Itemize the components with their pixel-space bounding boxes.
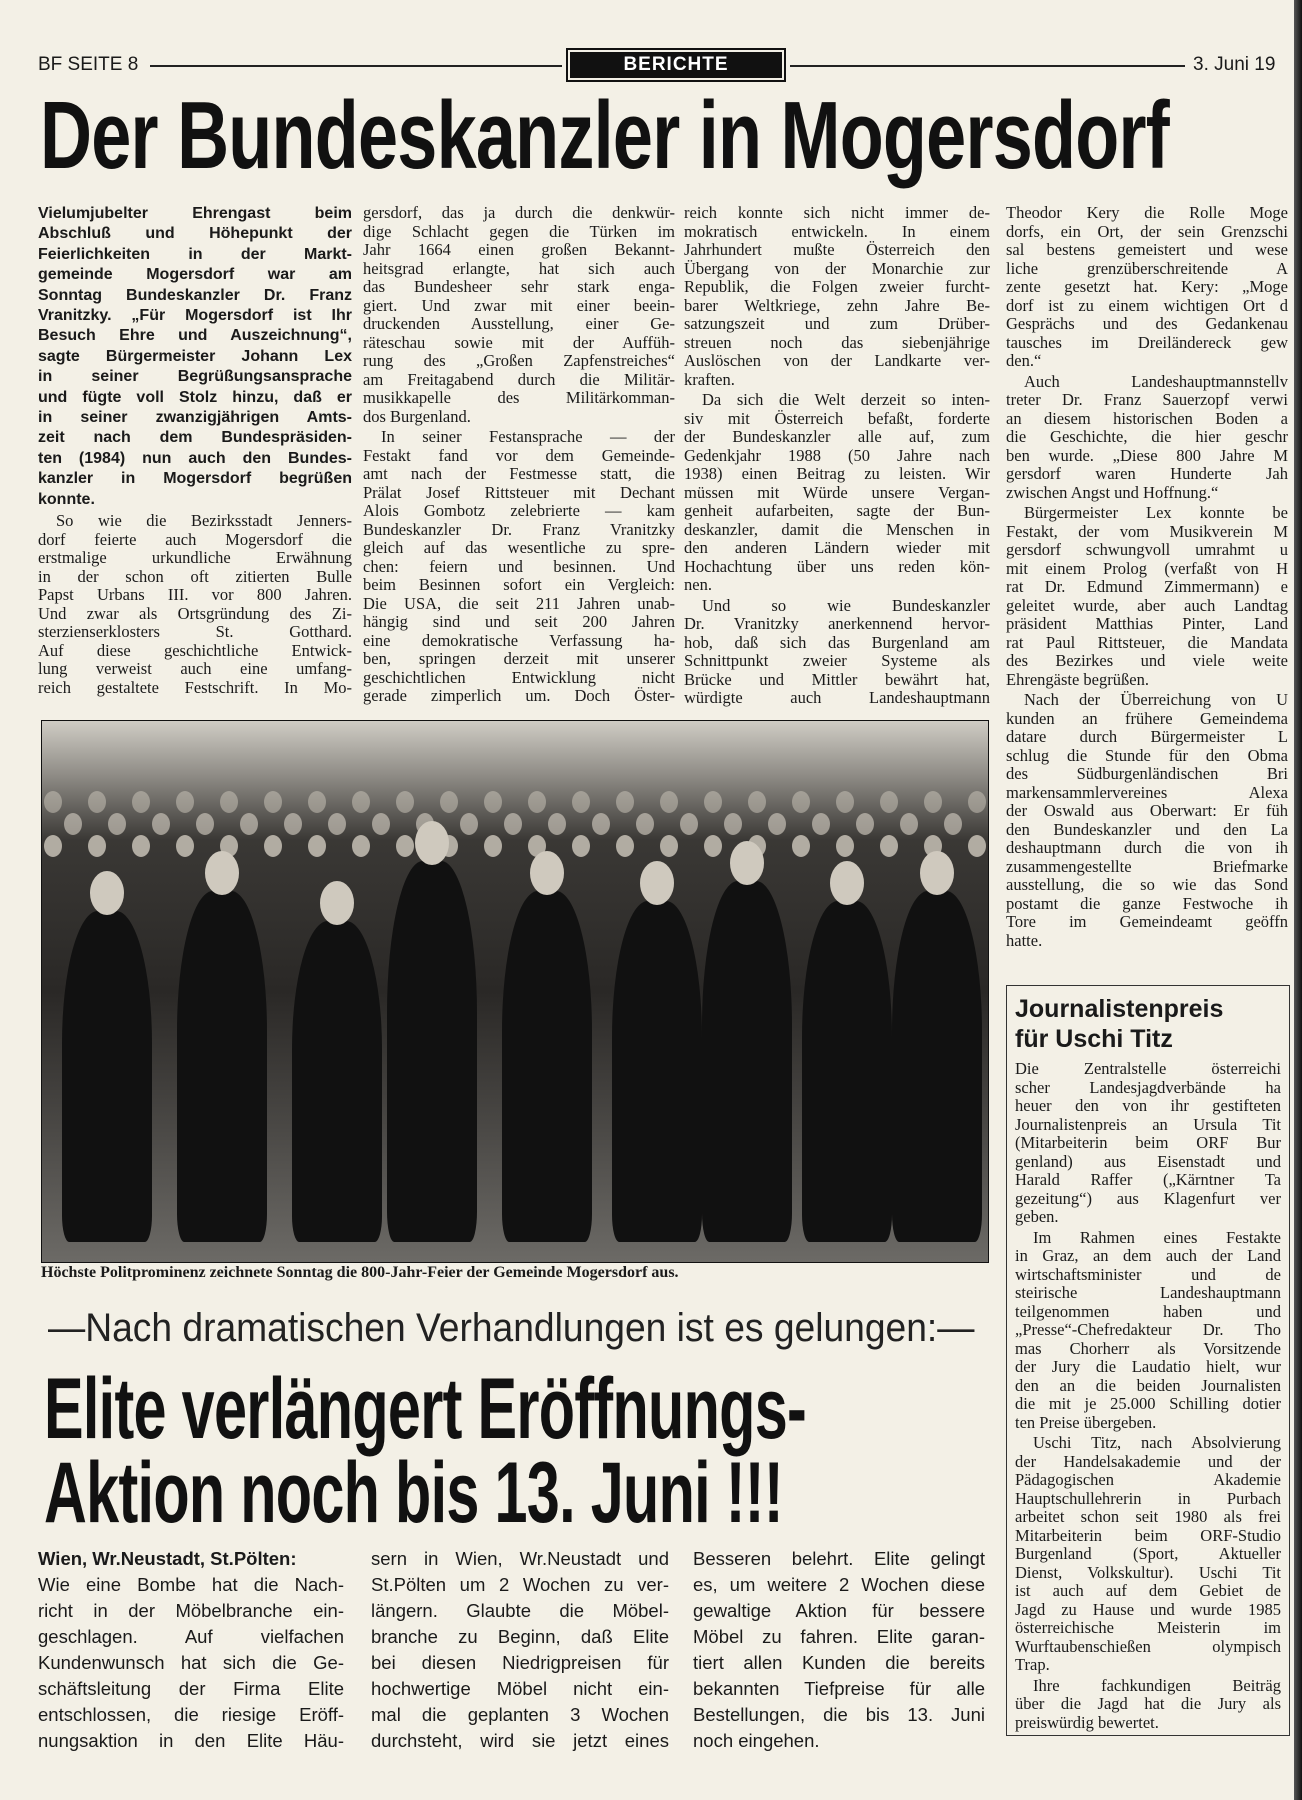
text-line: würdigte auch Landeshauptmann [684,688,990,707]
crowd-figure-head [836,835,854,857]
article-headline: Der Bundeskanzler in Mogersdorf [40,82,1169,189]
text-line: gersdorf schwungvoll umrahmt u [1006,540,1288,559]
person-head [205,851,239,895]
text-line: giert. Und zwar mit einer beein- [363,295,675,315]
sidebar-title-line-2: für Uschi Titz [1015,1025,1173,1053]
text-line: des Bezirkes und viele weite [1006,651,1288,670]
text-line: postamt die ganze Festwoche ih [1006,893,1288,913]
text-line: musikkapelle des Militärkomman- [363,388,675,407]
text-line: „Presse“-Chefredakteur Dr. Tho [1015,1320,1281,1339]
text-line: ben, springen derzeit mit unserer [363,649,675,668]
crowd-figure-head [900,813,918,835]
section-label [566,48,786,82]
text-line: räteschau sowie mit der Auffüh- [363,332,675,352]
text-line: nungsaktion in den Elite Häu- [38,1730,344,1751]
text-line: Im Rahmen eines Festakte [1033,1227,1281,1247]
crowd-figure-head [988,813,989,835]
text-line: Auslöschen von der Landkarte ver- [684,351,990,370]
text-line: Dienst, Volkskultur). Uschi Tit [1015,1562,1281,1582]
crowd-figure-head [308,835,326,857]
text-line: schlug die Stunde für den Obma [1006,745,1288,765]
text-line: sagte Bürgermeister Johann Lex [38,347,352,365]
paragraph [1015,1677,1281,1733]
person-figure [292,921,382,1242]
person-head [530,851,564,895]
text-line: streuen noch das siebenjährige [684,332,990,352]
person-figure [62,911,152,1242]
text-line: (Mitarbeiterin beim ORF Bur [1015,1133,1281,1152]
text-line: ten Preise übergeben. [1015,1412,1157,1432]
text-line: Mitarbeiterin beim ORF-Studio [1015,1525,1281,1545]
text-line: Die USA, die seit 211 Jahren unab- [363,593,675,613]
text-line: dorf feierte auch Mogersdorf die [38,529,352,549]
crowd-figure-head [460,813,478,835]
text-line: Harald Raffer („Kärntner Ta [1015,1170,1281,1189]
text-line: treter Dr. Franz Sauerzopf verwi [1006,390,1288,409]
ad-column-2 [371,1546,669,1754]
text-line: markensammlervereines Alexa [1006,782,1288,802]
text-line: hochwertige Möbel nicht ein- [371,1678,669,1699]
paragraph [1006,373,1288,503]
text-line: Trap. [1015,1655,1050,1674]
text-line: Dr. Vranitzky anerkennend hervor- [684,614,990,633]
text-line: Feierlichkeiten in der Markt- [38,245,352,263]
crowd-figure-head [396,791,414,813]
crowd-figure-head [88,791,106,813]
text-line: Vielumjubelter Ehrengast beim [38,205,352,222]
text-line: dige Schlacht gegen die Türken im [363,221,675,241]
crowd-figure-head [152,813,170,835]
ad-headline-line-1: Elite verlängert Eröffnungs- [44,1361,807,1457]
crowd-figure-head [528,791,546,813]
person-figure [802,901,892,1242]
text-line: teilgenommen haben und [1015,1301,1281,1321]
text-line: Festakt fand vor dem Gemeinde- [363,445,675,465]
text-line: mal die geplanten 3 Wochen [371,1704,669,1725]
text-line: beim Besinnen sofort ein Vergleich: [363,575,675,594]
text-line: rat Dr. Edmund Zimmermann) e [1006,577,1288,596]
article-column-2 [363,204,675,708]
crowd-figure-head [396,835,414,857]
text-line: Da sich die Welt derzeit so inten- [702,390,990,409]
text-line: Möbel zu fahren. Elite garan- [693,1626,985,1647]
paragraph [1006,504,1288,689]
text-line: den Bundeskanzler und den La [1006,819,1288,839]
crowd-figure-head [484,791,502,813]
paragraph [684,597,990,708]
crowd-figure-head [856,813,874,835]
text-line: hob, daß sich das Burgenland am [684,632,990,652]
paragraph [38,204,352,510]
text-line: der Handelsakademie und der [1015,1451,1281,1471]
text-line: Besseren belehrt. Elite gelingt [693,1548,985,1569]
header-rule-left [150,65,562,67]
text-line: gemeinde Mogersdorf war am [38,266,352,284]
crowd-figure-head [264,791,282,813]
crowd-figure-head [44,835,62,857]
text-line: Jahr 1664 einen großen Bekannt- [363,240,675,259]
crowd-figure-head [680,813,698,835]
text-line: St.Pölten um 2 Wochen zu ver- [371,1574,669,1595]
text-line: hatte. [1006,930,1043,950]
text-line: geschichtlichen Entwicklung nicht [363,667,675,687]
text-line: dorf ist zu einem wichtigen Ort d [1006,295,1288,315]
text-line: kanzler in Mogersdorf begrüßen [38,470,352,488]
ad-column-1 [38,1546,344,1754]
text-line: Pädagogischen Akademie [1015,1470,1281,1489]
text-line: eine demokratische Verfassung ha- [363,630,675,650]
paragraph [363,204,675,426]
crowd-figure-head [240,813,258,835]
text-line: die mit je 25.000 Schilling dotier [1015,1394,1281,1413]
crowd-figure-head [264,835,282,857]
text-line: Und zwar als Ortsgründung des Zi- [38,603,352,623]
text-line: Sonntag Bundeskanzler Dr. Franz [38,286,352,304]
crowd-photo [41,720,989,1263]
crowd-figure-head [704,835,722,857]
article-column-4 [1006,204,1288,952]
text-line: Jahrhundert mußte Österreich den [684,240,990,259]
text-line: der Jury die Laudatio hielt, wur [1015,1357,1281,1376]
text-line: erstmalige urkundliche Erwähnung [38,548,352,568]
text-line: sern in Wien, Wr.Neustadt und [371,1548,669,1569]
sidebar-article-title [1015,994,1289,1054]
text-line: in seiner Begrüßungsansprache [38,368,352,386]
paragraph [1015,1229,1281,1433]
crowd-figure-head [572,791,590,813]
paragraph [684,204,990,389]
text-line: geleitet wurde, aber auch Landtag [1006,595,1288,615]
person-head [730,841,764,885]
crowd-figure-head [548,813,566,835]
article-column-1 [38,204,352,699]
text-line: barer Weltkriege, zehn Jahre Be- [684,295,990,315]
text-line: Übergang von der Monarchie zur [684,258,990,278]
text-line: dorfs, ein Ort, der sein Grenzschi [1006,221,1288,241]
crowd-figure-head [724,813,742,835]
text-line: siv mit Österreich befaßt, forderte [684,408,990,428]
crowd-figure-head [924,791,942,813]
text-line: Und so wie Bundeskanzler [702,595,990,615]
text-line: Papst Urbans III. vor 800 Jahren. [38,585,352,605]
crowd-figure-head [484,835,502,857]
text-line: es, um weitere 2 Wochen diese [693,1574,985,1595]
crowd-figure-head [768,813,786,835]
text-line: mit einem Prolog (verfaßt von H [1006,558,1288,578]
crowd-figure-head [328,813,346,835]
text-line: in der schon oft zitierten Bulle [38,566,352,586]
text-line: geben. [1015,1207,1059,1226]
text-line: rat Paul Rittsteuer, die Mandata [1006,632,1288,652]
text-line: der Bundeskanzler alle auf, zum [684,427,990,446]
crowd-figure-head [352,835,370,857]
text-line: richt in der Möbelbranche ein- [38,1600,344,1621]
text-line: hängig sind und seit 200 Jahren [363,612,675,631]
crowd-figure-head [812,813,830,835]
text-line: gewaltige Aktion für bessere [693,1600,985,1621]
text-line: amt nach der Festmesse statt, die [363,464,675,483]
text-line: ten (1984) nun auch den Bundes- [38,449,352,467]
text-line: Auch Landeshauptmannstellv [1024,371,1288,391]
text-line: gleich auf das wesentliche zu spre- [363,538,675,557]
text-line: präsident Matthias Pinter, Land [1006,614,1288,633]
paragraph [363,428,675,706]
person-head [640,861,674,905]
crowd-figure-head [792,835,810,857]
sidebar-article-body [1015,1060,1281,1732]
page-label: BF SEITE 8 [38,54,139,75]
person-figure [702,881,792,1242]
text-line: liche grenzüberschreitende A [1006,258,1288,278]
text-line: entschlossen, die riesige Eröff- [38,1704,344,1725]
text-line: Besuch Ehre und Auszeichnung“, [38,327,352,345]
text-line: 1938) einen Beitrag zu leisten. Wir [684,464,990,483]
crowd-figure-head [64,813,82,835]
crowd-figure-head [108,813,126,835]
text-line: gersdorf, das ja durch die denkwür- [363,203,675,222]
photo-caption: Höchste Politprominenz zeichnete Sonntag die 800-Jahr-Feier der Gemeinde Mogersdorf aus. [41,1264,679,1281]
section-label-text: BERICHTE [570,52,782,78]
text-line: sal bestens gemeistert und wese [1006,240,1288,259]
text-line: Vranitzky. „Für Mogersdorf ist Ihr [38,307,352,325]
text-line: Hauptschullehrerin in Purbach [1015,1488,1281,1508]
person-figure [892,891,982,1242]
text-line: ist auch auf dem Gebiet de [1015,1581,1281,1600]
text-line: arbeitet schon seit 1980 als frei [1015,1507,1281,1526]
text-line: In seiner Festansprache — der [381,427,675,446]
text-line: zeit nach dem Bundespräsiden- [38,429,352,447]
crowd-figure-head [440,791,458,813]
crowd-figure-head [704,791,722,813]
text-line: Ehrengäste begrüßen. [1006,669,1149,689]
crowd-figure-head [968,835,986,857]
text-line: konnte. [38,490,95,508]
text-line: rung des „Großen Zapfenstreiches“ [363,351,675,370]
text-line: über die Jagd hat die Jury als [1015,1694,1281,1713]
text-line: gezeitung“) aus Klagenfurt ver [1015,1188,1281,1208]
crowd-figure-head [880,835,898,857]
text-line: deshauptmann durch die von ih [1006,838,1288,857]
crowd-figure-head [132,791,150,813]
crowd-figure-head [944,813,962,835]
text-line: den anderen Ländern wieder mit [684,538,990,557]
person-head [320,881,354,925]
text-line: So wie die Bezirksstadt Jenners- [56,511,352,531]
text-line: zwischen Angst und Hoffnung.“ [1006,482,1219,502]
ad-kicker: —Nach dramatischen Verhandlungen ist es gelungen:— [48,1306,975,1350]
crowd-figure-head [176,835,194,857]
text-line: bekannten Tiefpreise für alle [693,1678,985,1699]
text-line: Jagd zu Hause und wurde 1985 [1015,1599,1281,1619]
sidebar-title-line-1: Journalistenpreis [1015,995,1224,1023]
paragraph [38,512,352,697]
text-line: noch eingehen. [693,1730,820,1751]
crowd-figure-head [592,813,610,835]
text-line: Kundenwunsch hat sich die Ge- [38,1652,344,1673]
text-line: in seiner zwanzigjährigen Amts- [38,409,352,427]
person-head [920,851,954,895]
text-line: Hochachtung über uns reden kön- [684,556,990,576]
text-line: am Freitagabend durch die Militär- [363,369,675,389]
text-line: nen. [684,575,712,594]
text-line: Gesprächs und des Gedankenau [1006,314,1288,333]
text-line: müssen mit Würde unsere Vergan- [684,482,990,502]
crowd-figure-head [220,791,238,813]
crowd-figure-head [880,791,898,813]
crowd-figure-head [968,791,986,813]
text-line: Prälat Josef Rittsteuer mit Dechant [363,482,675,502]
text-line: scher Landesjagdverbände ha [1015,1077,1281,1097]
text-line: sterzienserklosters St. Gotthard. [38,622,352,642]
text-line: Bürgermeister Lex konnte be [1024,503,1288,522]
text-line: reich konnte sich nicht immer de- [684,203,990,222]
crowd-figure-head [196,813,214,835]
text-line: deskanzler, damit die Menschen in [684,519,990,539]
text-line: geschlagen. Auf vielfachen [38,1626,344,1647]
crowd-figure-head [284,813,302,835]
page-binding-shadow [1294,0,1302,1800]
text-line: gersdorf waren Hunderte Jah [1006,464,1288,483]
text-line: Bestellungen, die bis 13. Juni [693,1704,985,1725]
person-figure [387,861,477,1242]
text-line: die Geschichte, die hier geschr [1006,427,1288,446]
ad-column-3 [693,1546,985,1754]
text-line: heitsgrad erlangte, hat sich auch [363,258,675,278]
text-line: Ihre fachkundigen Beiträg [1033,1675,1281,1695]
text-line: Brücke und Mittler bewährt hat, [684,669,990,689]
person-figure [612,901,702,1242]
text-line: Journalistenpreis an Ursula Tit [1015,1114,1281,1134]
ad-headline-line-2: Aktion noch bis 13. Juni !!! [44,1445,783,1541]
person-head [90,871,124,915]
crowd-figure-head [44,791,62,813]
text-line: das Bundesheer sehr stark enga- [363,277,675,296]
text-line: an diesem historischen Boden a [1006,408,1288,428]
text-line: Wie eine Bombe hat die Nach- [38,1574,344,1595]
text-line: durchsteht, wird sie jetzt eines [371,1730,669,1751]
text-line: Theodor Kery die Rolle Moge [1006,203,1288,222]
paragraph [1015,1060,1281,1227]
text-line: Festakt, der vom Musikverein M [1006,521,1288,541]
crowd-figure-head [616,835,634,857]
issue-date: 3. Juni 19 [1193,54,1276,75]
text-line: kunden an frühere Gemeindema [1006,708,1288,728]
text-line: tausches im Dreiländereck gew [1006,332,1288,352]
text-line: Gedenkjahr 1988 (50 Jahre nach [684,445,990,465]
text-line: reich gestaltete Festschrift. In Mo- [38,677,352,697]
text-line: der Oswald aus Oberwart: Er füh [1006,801,1288,820]
text-line: gerade zimperlich um. Doch Öster- [363,686,675,705]
paragraph [684,391,990,595]
crowd-figure-head [88,835,106,857]
text-line: den.“ [1006,351,1042,370]
crowd-figure-head [836,791,854,813]
person-figure [502,891,592,1242]
paragraph [1006,204,1288,371]
text-line: Die Zentralstelle österreichi [1015,1059,1281,1078]
text-line: tiert allen Kunden die bereits [693,1652,985,1673]
text-line: satzungszeit und zum Drüber- [684,314,990,333]
text-line: des Südburgenländischen Bri [1006,764,1288,783]
text-line: österreichische Meisterin im [1015,1618,1281,1637]
crowd-figure-head [616,791,634,813]
text-line: bei diesen Niedrigpreisen für [371,1652,669,1673]
crowd-figure-head [660,791,678,813]
ad-dateline: Wien, Wr.Neustadt, St.Pölten: [38,1548,297,1569]
person-figure [177,891,267,1242]
text-line: Burgenland (Sport, Aktueller [1015,1544,1281,1563]
text-line: ben wurde. „Diese 800 Jahre M [1006,445,1288,465]
text-line: dos Burgenland. [363,406,471,426]
text-line: genheit aufarbeiten, sagte der Bun- [684,501,990,520]
header-rule-right [790,65,1185,67]
text-line: zente gesetzt hat. Kery: „Moge [1006,277,1288,296]
text-line: in Graz, an dem auch der Land [1015,1246,1281,1265]
crowd-figure-head [572,835,590,857]
text-line: zusammengestellte Briefmarke [1006,856,1288,876]
person-head [830,861,864,905]
text-line: Auf diese geschichtliche Entwick- [38,640,352,660]
crowd-figure-head [176,791,194,813]
text-line: datare durch Bürgermeister L [1006,727,1288,746]
text-line: mas Chorherr als Vorsitzende [1015,1338,1281,1358]
text-line: Republik, die Folgen zweier furcht- [684,277,990,296]
text-line: Abschluß und Höhepunkt der [38,225,352,243]
text-line: Alois Gombotz zelebrierte — kam [363,501,675,520]
person-head [415,821,449,865]
sidebar-article-box [1006,985,1290,1736]
text-line: Bundeskanzler Dr. Franz Vranitzky [363,519,675,539]
text-line: wirtschaftsminister und de [1015,1264,1281,1284]
text-line: längern. Glaubte die Möbel- [371,1600,669,1621]
text-line: Uschi Titz, nach Absolvierung [1033,1433,1281,1452]
text-line: schäftsleitung der Firma Elite [38,1678,344,1699]
crowd-figure-head [660,835,678,857]
text-line: druckenden Ausstellung, einer Ge- [363,314,675,333]
text-line: kraften. [684,369,735,389]
text-line: mokratisch entwickeln. In einem [684,221,990,241]
crowd-figure-head [308,791,326,813]
crowd-figure-head [504,813,522,835]
crowd-figure-head [372,813,390,835]
paragraph [1015,1434,1281,1675]
text-line: lung verweist auch eine umfang- [38,659,352,679]
article-column-3 [684,204,990,710]
text-line: ausstellung, die so wie das Sond [1006,875,1288,894]
crowd-figure-head [636,813,654,835]
text-line: branche zu Beginn, daß Elite [371,1626,669,1647]
crowd-figure-head [748,791,766,813]
text-line: und fügte voll Stolz hinzu, daß er [38,388,352,406]
paragraph [1006,691,1288,950]
text-line: Nach der Überreichung von U [1024,690,1288,709]
crowd-figure-head [792,791,810,813]
text-line: heuer den von ihr gestifteten [1015,1096,1281,1115]
text-line: Tore im Gemeindeamt geöffn [1006,912,1288,931]
text-line: steirische Landeshauptmann [1015,1283,1281,1302]
text-line: Wurftaubenschießen olympisch [1015,1636,1281,1656]
crowd-figure-head [352,791,370,813]
text-line: den an die beiden Journalisten [1015,1375,1281,1395]
text-line: chen: feiern und besinnen. Und [363,556,675,576]
text-line: genland) aus Eisenstadt und [1015,1151,1281,1171]
crowd-figure-head [132,835,150,857]
text-line: Schnittpunkt zweier Systeme als [684,651,990,670]
text-line: preiswürdig bewertet. [1015,1712,1159,1732]
